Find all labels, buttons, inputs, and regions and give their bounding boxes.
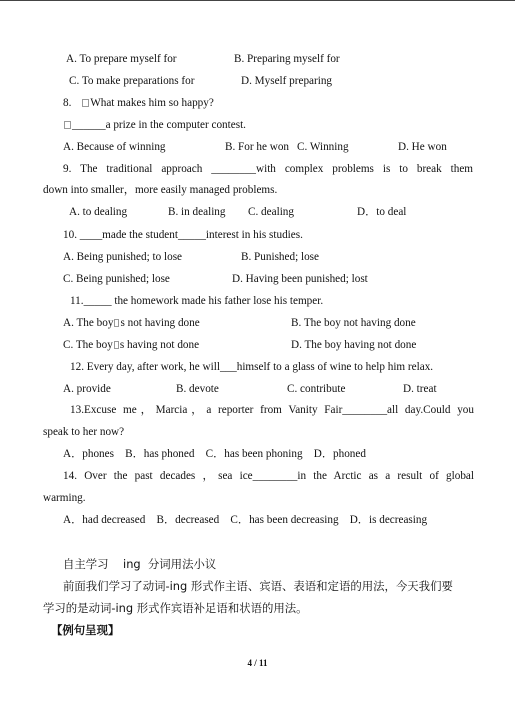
- q14-stem-line1: 14. Over the past decades ，sea ice________in the Arctic as a result of global: [63, 470, 474, 482]
- q12-stem: 12. Every day, after work, he will___himself to a glass of wine to help him relax.: [70, 361, 434, 373]
- q7-option-d: D. Myself preparing: [241, 75, 333, 87]
- q13-stem-line1: 13.Excuse me，Marcia，a reporter from Vanity Fair________all day.Could you: [70, 404, 474, 416]
- q10-option-c: C. Being punished; lose: [63, 273, 170, 285]
- q12-option-c: C. contribute: [287, 383, 346, 395]
- missing-glyph-icon: [82, 99, 89, 107]
- section-paragraph-line2: 学习的是动词-ing 形式作宾语补足语和状语的用法。: [43, 601, 308, 615]
- q11-option-d: D. The boy having not done: [291, 339, 417, 351]
- q8-stem: [63, 95, 214, 111]
- q7-option-b: B. Preparing myself for: [234, 53, 340, 65]
- section-paragraph-line1: 前面我们学习了动词-ing 形式作主语、宾语、表语和定语的用法，今天我们要: [63, 579, 453, 593]
- q9-option-a: A. to dealing: [69, 206, 128, 218]
- page-number: 4 / 11: [247, 658, 268, 668]
- q10-option-a: A. Being punished; to lose: [63, 251, 183, 263]
- q10-option-b: B. Punished; lose: [241, 251, 320, 263]
- missing-glyph-icon: [64, 121, 71, 129]
- q9-option-d: D．to deal: [357, 206, 407, 218]
- q13-options: A．phones B．has phoned C．has been phoning D．phoned: [63, 448, 366, 460]
- q11-option-b: B. The boy not having done: [291, 317, 416, 329]
- q8-question: What makes him so happy?: [90, 97, 214, 109]
- q12-option-b: B. devote: [176, 383, 219, 395]
- missing-glyph-icon: [114, 341, 119, 349]
- q11-stem: 11._____ the homework made his father lose his temper.: [70, 295, 324, 307]
- q9-stem-line1: 9. The traditional approach ________with complex problems is to break them: [63, 163, 473, 175]
- q8-answer-line: ______a prize in the computer contest.: [64, 117, 246, 133]
- q14-options: A．had decreased B．decreased C．has been decreasing D．is decreasing: [63, 514, 428, 526]
- q12-option-a: A. provide: [63, 383, 111, 395]
- q8-option-b: B. For he won: [225, 141, 290, 153]
- q11-option-c: C. The boy s having not done: [63, 339, 200, 351]
- q12-option-d: D. treat: [403, 383, 437, 395]
- q14-stem-line2: warming.: [43, 492, 86, 504]
- q8-option-c: C. Winning: [297, 141, 349, 153]
- q8-option-a: A. Because of winning: [63, 141, 166, 153]
- section-title: 自主学习 ing 分词用法小议: [63, 557, 217, 571]
- q7-option-c: C. To make preparations for: [69, 75, 195, 87]
- missing-glyph-icon: [114, 319, 119, 327]
- q10-option-d: D. Having been punished; lost: [232, 273, 368, 285]
- section-heading: 【例句呈现】: [51, 623, 120, 637]
- q7-option-a: A. To prepare myself for: [66, 53, 177, 65]
- q9-option-b: B. in dealing: [168, 206, 226, 218]
- q8-option-d: D. He won: [398, 141, 447, 153]
- q8-number: 8.: [63, 97, 72, 109]
- q10-stem: 10. ____made the student_____interest in his studies.: [63, 229, 303, 241]
- q9-stem-line2: down into smaller，more easily managed problems.: [43, 184, 278, 196]
- q11-option-a: A. The boy s not having done: [63, 317, 200, 329]
- q9-option-c: C. dealing: [248, 206, 294, 218]
- q13-stem-line2: speak to her now?: [43, 426, 125, 438]
